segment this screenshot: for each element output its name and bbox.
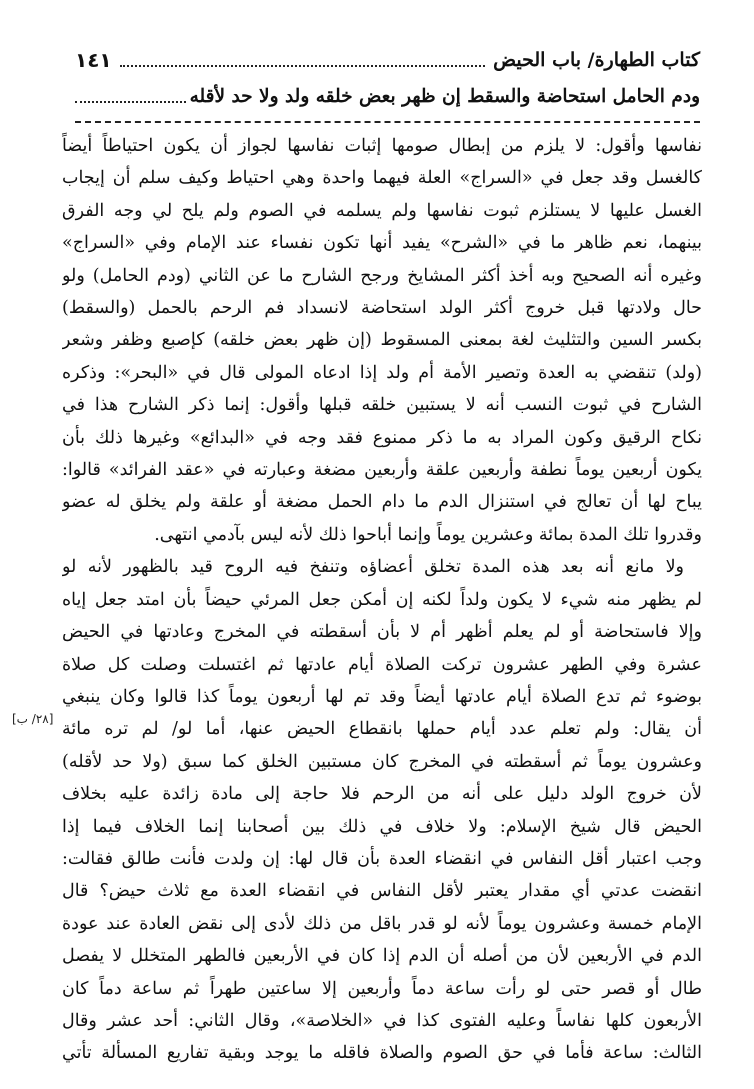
text-line: الحيض قال شيخ الإسلام: ولا خلاف في ذلك بين أصحابنا إنما الخلاف فيما إذا	[62, 816, 702, 837]
section-divider	[75, 121, 700, 123]
text-line: وجب اعتبار أقل النفاس في انقضاء العدة بأن قال لها: إن ولدت فأنت طالق فقالت:	[62, 848, 702, 869]
chapter-title: كتاب الطهارة/ باب الحيض	[493, 49, 700, 71]
text-line: ولا مانع أنه بعد هذه المدة تخلق أعضاؤه وتنفخ فيه الروح قيد بالظهور لأنه لو	[62, 557, 684, 578]
text-line: وإلا فاستحاضة أو لم يعلم أظهر أم لا بأن أسقطته في المخرج وعادتها في الحيض	[62, 622, 702, 643]
running-header	[75, 42, 700, 78]
text-line: الغسل عليها لا يستلزم ثبوت نفاسها ولم يسلمه في الصوم ولم يلح لي وجه الفرق	[62, 200, 702, 221]
commentary-body	[62, 130, 702, 1070]
text-line: بكسر السين والتثليث لغة بمعنى المسقوط (إن ظهر بعض خلقه) كإصبع وظفر وشعر	[62, 330, 702, 351]
text-line: (ولد) تنقضي به العدة وتصير الأمة أم ولد إذا ادعاه المولى قال في «البحر»: وذكره	[62, 362, 702, 383]
text-line: الدم في الأربعين لأن من أصله أن الدم إذا كان في الأربعين فالطهر المتخلل لا يفصل	[62, 946, 702, 967]
page-number: ١٤١	[75, 48, 112, 72]
text-line: الشارح في ثبوت النسب أنه لا يستبين خلقه قبلها وأقول: إنما ذكر الشارح هذا في	[62, 395, 702, 416]
text-line: الإمام خمسة وعشرون يوماً لأنه لو قدر باقل من ذلك لأدى إلى نقض العادة عند عودة	[62, 913, 702, 934]
text-line: لأن خروج الولد دليل على أنه من الرحم فلا حاجة إلى مادة زائدة عليه بخلاف	[62, 784, 702, 805]
text-line: وغيره أنه الصحيح وبه أخذ أكثر المشايخ ورجح الشارح ما عن الثاني (ودم الحامل) ولو	[62, 265, 702, 286]
text-line: طال أو قصر حتى لو رأت ساعة دماً وأربعين إلا ساعتين طهراً ثم ساعة دماً كان	[62, 978, 702, 999]
header-dot-leader	[120, 65, 485, 67]
text-line: بوضوء ثم تدع الصلاة أيام عادتها أيضاً وقد تم لها أربعون يوماً كذا قالوا وكان ينبغي	[62, 686, 702, 707]
text-line: وقدروا تلك المدة بمائة وعشرين يوماً وإنما أباحوا ذلك لأنه ليس بآدمي انتهى.	[154, 524, 702, 545]
text-line: الثالث: ساعة فأما في حق الصوم والصلاة فاقله ما يوجد وبقية تفاريع المسألة تأتي	[62, 1043, 702, 1064]
text-line: لم يظهر منه شيء لا يكون ولداً لكنه إن أمكن جعل المرئي حيضاً بأن امتد جعل إياه	[62, 589, 702, 610]
text-line: عشرة وفي الطهر عشرون تركت الصلاة أيام عادتها ثم اغتسلت وصلت كل صلاة	[62, 654, 702, 675]
text-line: انقضت عدتي أي مقدار يعتبر لأقل النفاس في انقضاء العدة مع ثلاث حيض؟ قال	[62, 881, 702, 902]
text-line: الأربعون كلها نفاساً وعليه الفتوى كذا في «الخلاصة»، وقال الثاني: أحد عشر وقال	[62, 1010, 702, 1031]
margin-folio-note: [٢٨/ ب]	[12, 712, 54, 726]
text-line: يباح لها أن تعالج في استنزال الدم ما دام الحمل مضغة أو علقة ولم يخلق له عضو	[62, 492, 702, 513]
text-line: حال ولادتها قبل خروج أكثر الولد استحاضة لانسداد فم الرحم بالحمل (والسقط)	[62, 298, 702, 319]
matn-dot-leader	[75, 101, 186, 103]
text-line: نكاح الرقيق وكون المراد به ما ذكر ممنوع فقد وجه في «البدائع» وغيرها ذلك بأن	[62, 427, 702, 448]
text-line: يكون أربعين يوماً نطفة وأربعين علقة وأربعين مضغة وعبارته في «عقد الفرائد» قالوا:	[62, 460, 702, 481]
matn-heading-text: ودم الحامل استحاضة والسقط إن ظهر بعض خلقه ولد ولا حد لأقله	[189, 86, 700, 107]
text-line: بينهما، نعم ظاهر ما في «الشرح» يفيد أنها تكون نفساء عند الإمام وفي «السراج»	[62, 233, 702, 254]
text-line: نفاسها وأقول: لا يلزم من إبطال صومها إثبات نفاسها لجواز أن يكون احتياطاً أيضاً	[62, 136, 702, 156]
text-line: أن يقال: ولم تعلم عدد أيام حملها بانقطاع الحيض عنها، أما لو/ لم تره مائة	[62, 719, 702, 740]
matn-heading	[75, 86, 700, 107]
text-line: كالغسل وقد جعل في «السراج» العلة فيهما واحدة وهي احتياط وكيف سلم أن إيجاب	[62, 168, 702, 189]
text-line: وعشرون يوماً ثم أسقطته في المخرج كان مستبين الخلق كما سبق (ولا حد لأقله)	[62, 751, 702, 772]
